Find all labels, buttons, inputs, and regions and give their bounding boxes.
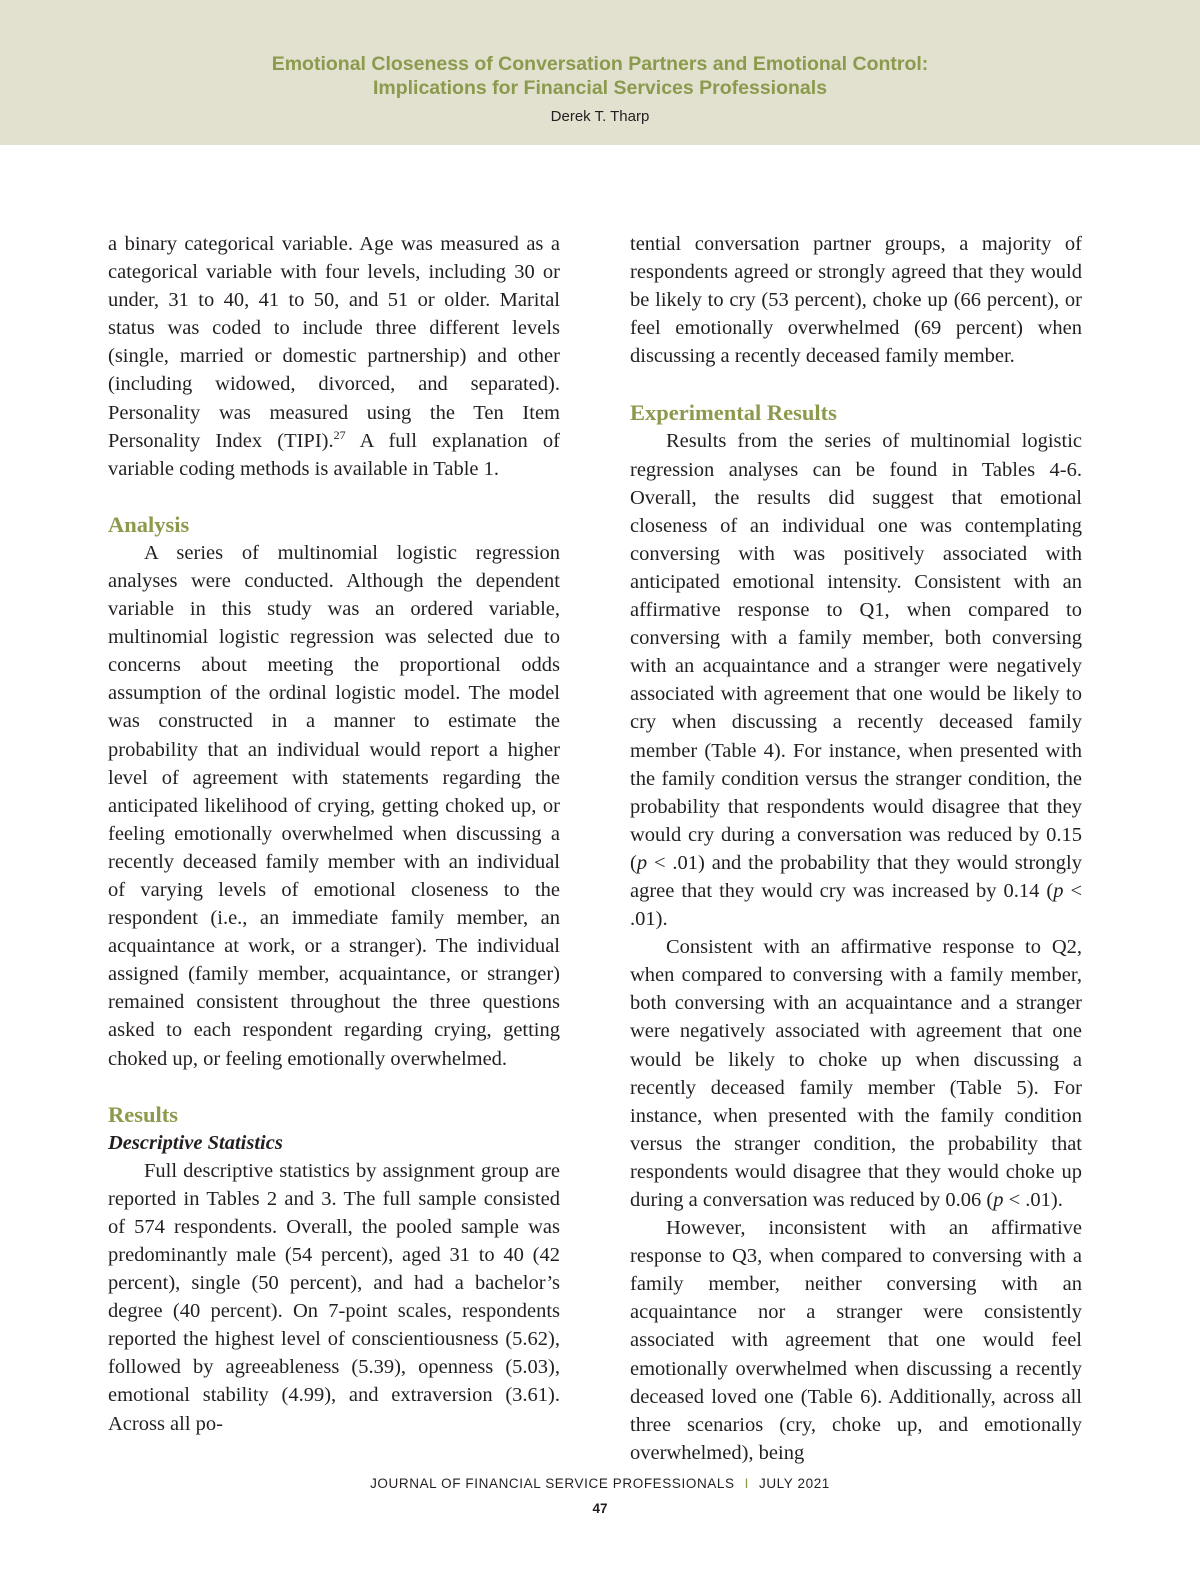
p-value-symbol: p <box>993 1189 1004 1211</box>
continued-paragraph: tential conversation partner groups, a majority of respondents agreed or strongly agreed that they would be likely to cry (53 percent), choke up (66 percent), or feel emotionally overwhelmed (69 percent) when discussing a recently deceased family member. <box>630 233 1082 368</box>
descriptive-paragraph: Full descriptive statistics by assignment group are reported in Tables 2 and 3. The full sample consisted of 574 respondents. Overall, the pooled sample was predominantly male (54 percent), aged 31 to 40 (42 percent), single (50 percent), and had a bachelor’s degree (40 percent). On 7-point scales, respondents reported the highest level of conscientiousness (5.62), followed by agreeableness (5.39), openness (5.03), emotional stability (4.99), and extraversion (3.61). Across all po- <box>108 1159 560 1435</box>
footnote-reference: 27 <box>333 427 346 442</box>
left-column <box>108 230 560 1438</box>
paragraph-text: a binary categorical variable. Age was measured as a categorical variable with four levels, including 30 or under, 31 to 40, 41 to 50, and 51 or older. Marital status was coded to include three different levels (single, married or domestic partnership) and other (including widowed, divorced, and separated). Personality was measured using the Ten Item Personality Index (TIPI). <box>108 233 560 452</box>
author-name: Derek T. Tharp <box>550 108 650 125</box>
experimental-paragraph-1 <box>630 427 1082 933</box>
page-number: 47 <box>592 1501 608 1516</box>
section-heading-analysis: Analysis <box>108 511 190 537</box>
analysis-paragraph: A series of multinomial logistic regression analyses were conducted. Although the dependent variable in this study was an ordered variable, multinomial logistic regression was selected due to concerns about meeting the proportional odds assumption of the ordinal logistic model. The model was constructed in a manner to estimate the probability that an individual would report a higher level of agreement with statements regarding the anticipated likelihood of crying, getting choked up, or feeling emotionally overwhelmed when discussing a recently deceased family member with an individual of varying levels of emotional closeness to the respondent (i.e., an immediate family member, an acquaintance at work, or a stranger). The individual assigned (family member, acquaintance, or stranger) remained consistent throughout the three questions asked to each respondent regarding crying, getting choked up, or feeling emotionally overwhelmed. <box>108 541 560 1070</box>
paragraph-text: Results from the series of multinomial logistic regression analyses can be found in Tables 4-6. Overall, the results did suggest that emotional closeness of an individual one was contemplating conversing with was positively associated with anticipated emotional intensity. Consistent with an affirmative response to Q1, when compared to conversing with a family member, both conversing with an acquaintance and a stranger were negatively associated with agreement that one would be likely to cry when discussing a recently deceased family member (Table 4). For instance, when presented with the family condition versus the stranger condition, the probability that respondents would disagree that they would cry during a conversation was reduced by 0.15 ( <box>630 430 1082 874</box>
journal-name: JOURNAL OF FINANCIAL SERVICE PROFESSIONALS <box>370 1476 735 1491</box>
right-column <box>630 230 1082 1467</box>
section-heading-experimental-results: Experimental Results <box>630 400 837 426</box>
running-footer <box>0 1475 1200 1493</box>
experimental-paragraph-3: However, inconsistent with an affirmative response to Q3, when compared to conversing with a family member, neither conversing with an acquaintance nor a stranger were consistently associated with agreement that one would feel emotionally overwhelmed when discussing a recently deceased loved one (Table 6). Additionally, across all three scenarios (cry, choke up, and emotionally overwhelmed), being <box>630 1217 1082 1464</box>
continued-paragraph <box>108 230 560 483</box>
footer-separator: I <box>744 1476 749 1491</box>
paragraph-text: < .01). <box>630 879 1083 931</box>
paragraph-text: Consistent with an affirmative response to Q2, when compared to conversing with a family member, both conversing with an acquaintance and a stranger were negatively associated with agreement that one would be likely to choke up when discussing a recently deceased family member (Table 5). For instance, when presented with the family condition versus the stranger condition, the probability that respondents would disagree that they would choke up during a conversation was reduced by 0.06 ( <box>630 936 1082 1211</box>
section-heading-results: Results <box>108 1101 179 1127</box>
subsection-heading-descriptive-statistics: Descriptive Statistics <box>108 1131 283 1154</box>
paragraph-text: A full explanation of variable coding methods is available in Table 1. <box>108 429 560 480</box>
p-value-symbol: p <box>1053 879 1064 902</box>
experimental-paragraph-2 <box>630 933 1082 1214</box>
article-title-line-1: Emotional Closeness of Conversation Partners and Emotional Control: <box>271 53 929 75</box>
article-title-line-2: Implications for Financial Services Professionals <box>372 77 828 99</box>
paragraph-text: < .01). <box>1003 1189 1063 1211</box>
issue-date: JULY 2021 <box>758 1476 830 1491</box>
p-value-symbol: p <box>636 851 648 874</box>
article-title <box>0 52 1200 100</box>
paragraph-text: < .01) and the probability that they would strongly agree that they would cry was increased by 0.14 ( <box>630 851 1082 902</box>
